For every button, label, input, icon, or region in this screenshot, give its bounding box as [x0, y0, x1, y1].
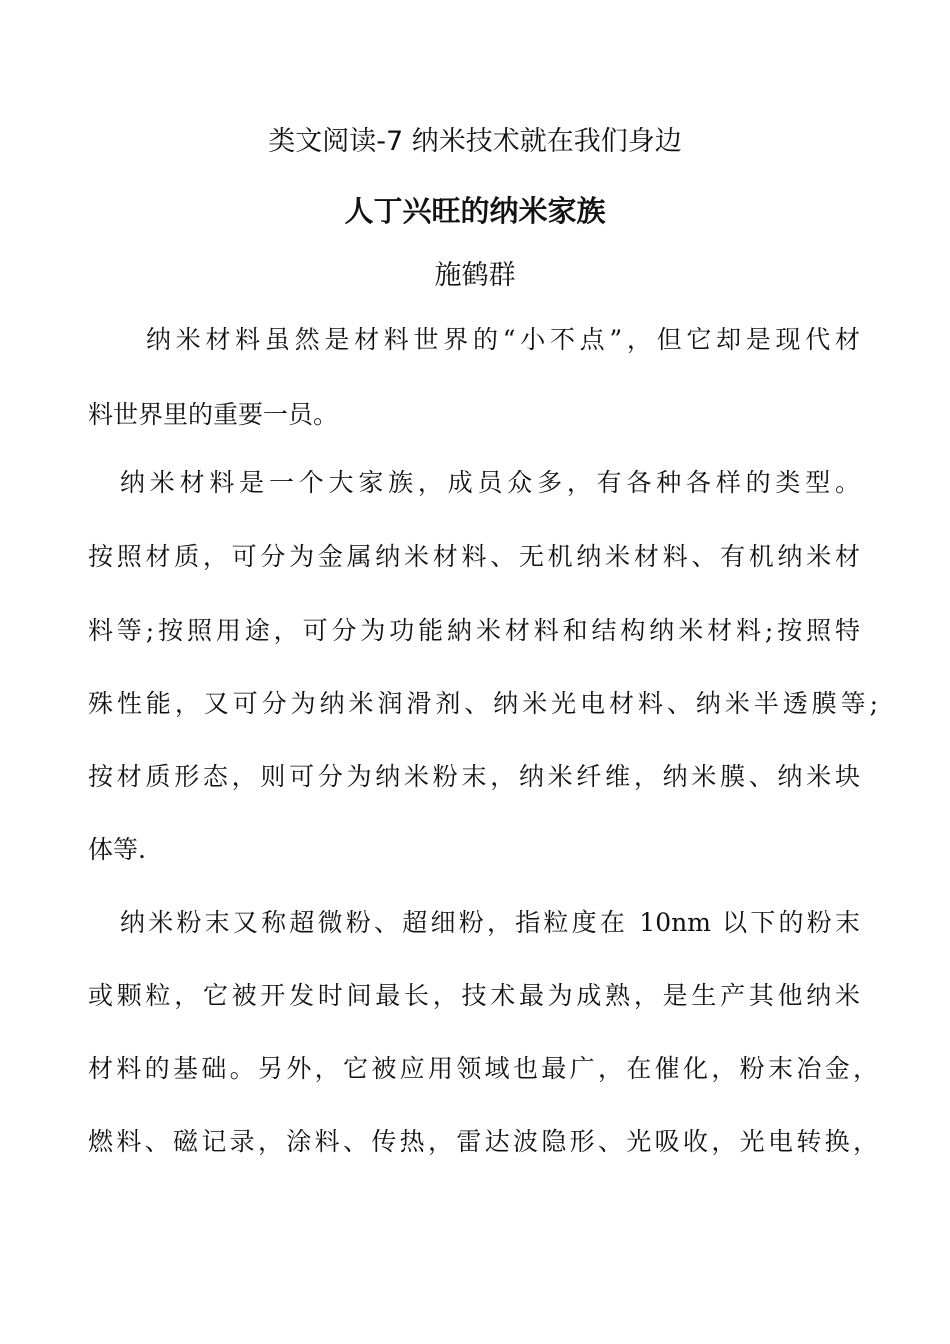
paragraph-line: 按材质形态，则可分为纳米粉末，纳米纤维，纳米膜、纳米块 — [88, 762, 860, 791]
paragraph-line: 或颗粒，它被开发时间最长，技术最为成熟，是生产其他纳米 — [88, 981, 860, 1010]
paragraph-line: 纳米粉末又称超微粉、超细粉，指粒度在 10nm 以下的粉末 — [120, 908, 860, 937]
paragraph-line: 按照材质，可分为金属纳米材料、无机纳米材料、有机纳米材 — [88, 542, 860, 571]
article-author: 施鹤群 — [434, 260, 516, 291]
article-title: 人丁兴旺的纳米家族 — [344, 194, 606, 228]
paragraph-line: 材料的基础。另外，它被应用领域也最广，在催化，粉末冶金， — [88, 1054, 878, 1083]
paragraph-line: 燃料、磁记录，涂料、传热，雷达波隐形、光吸收，光电转换， — [88, 1127, 878, 1156]
document-title: 类文阅读-7 纳米技术就在我们身边 — [268, 126, 682, 157]
paragraph-line: 殊性能，又可分为纳米润滑剂、纳米光电材料、纳米半透膜等; — [88, 689, 878, 718]
paragraph-line: 纳米材料是一个大家族，成员众多，有各种各样的类型。 — [120, 468, 860, 497]
paragraph-line: 料等;按照用途，可分为功能納米材料和结构纳米材料;按照特 — [88, 616, 860, 645]
paragraph-line: 料世界里的重要一员。 — [88, 400, 339, 429]
paragraph-line: 纳米材料虽然是材料世界的“小不点”，但它却是现代材 — [146, 325, 860, 354]
paragraph-line: 体等. — [88, 835, 146, 864]
